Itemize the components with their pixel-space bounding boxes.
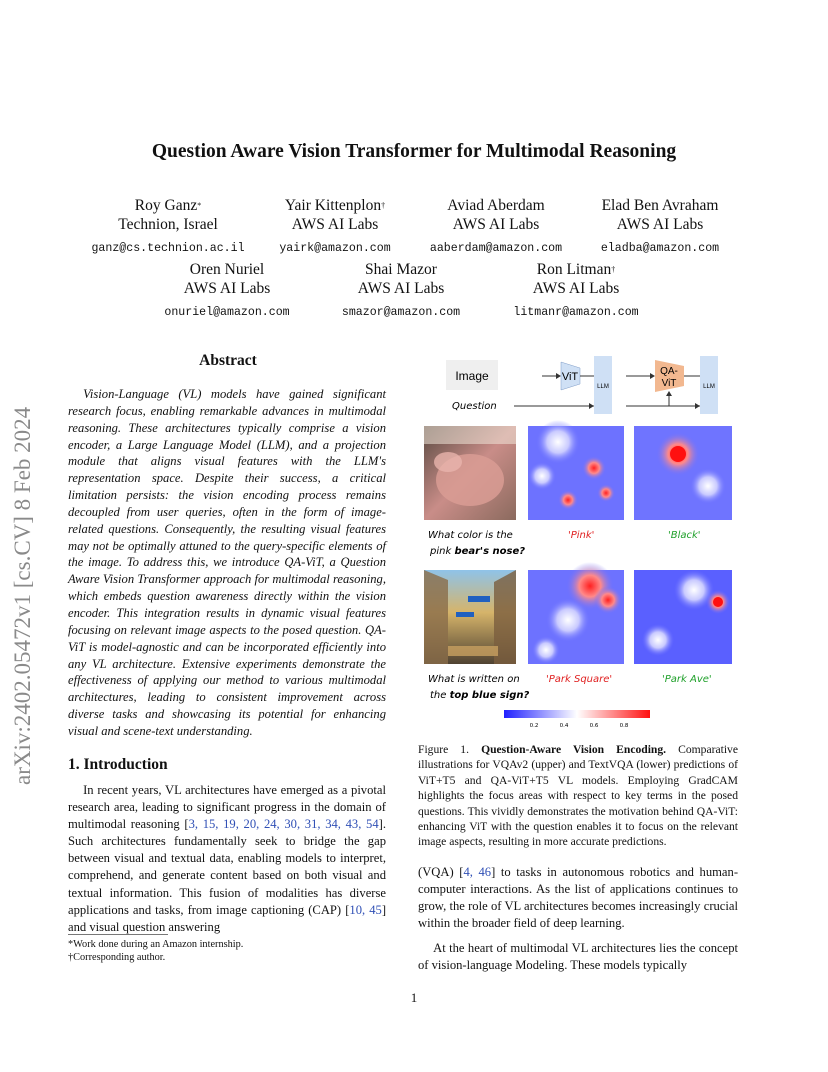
caption-title: Question-Aware Vision Encoding.	[481, 743, 667, 756]
colorbar-tick: 0.6	[589, 723, 599, 729]
intro-text-run: ] and visual question answering	[68, 902, 387, 934]
bear-photo	[424, 426, 516, 520]
answer-vit-2: 'Park Square'	[546, 674, 613, 685]
colorbar	[504, 710, 650, 718]
author-affiliation: Technion, Israel	[118, 216, 218, 233]
city-photo	[424, 570, 516, 664]
question-2-line-2: the top blue sign?	[430, 690, 530, 701]
question-1-line-1: What color is the	[428, 530, 513, 541]
abstract-body: Vision-Language (VL) models have gained significant research focus, enabling remarkable advances in multimodal reasoning. These architectures typically comprise a vision encoder, a Large Language Model (LLM), and a projection module that aligns visual features with the LLM's representation space. Despite their success, a critical limitation persists: the vision encoding process remains decoupled from user queries, often in the form of image-related questions. Consequently, the resulting visual features may not be optimally attuned to the query-specific elements of the image. To address this, we introduce QA-ViT, a Question Aware Vision Transformer approach for multimodal reasoning, which embeds question awareness directly within the vision encoder. This integration results in dynamic visual features focusing on relevant image aspects to the posed question. QA-ViT is model-agnostic and can be incorporated efficiently into any VL architecture. Extensive experiments demonstrate the effectiveness of applying our method to various multimodal architectures, leading to consistent improvement across diverse tasks and showcasing its potential for enhancing visual and scene-text understanding.	[68, 387, 386, 738]
heatmap-vit-bear	[528, 420, 624, 520]
author-affiliation: AWS AI Labs	[291, 216, 379, 233]
answer-qavit-1: 'Black'	[668, 530, 701, 541]
section-heading-introduction: 1. Introduction	[68, 756, 168, 773]
author-mark: †	[381, 201, 386, 210]
author-name: Yair Kittenplon	[284, 197, 382, 214]
author-affiliation: AWS AI Labs	[357, 280, 445, 297]
author-block	[466, 260, 686, 322]
question-1-line-2: pink bear's nose?	[430, 546, 526, 557]
vit-label: ViT	[561, 371, 579, 383]
caption-text: Comparative illustrations for VQAv2 (upper) and TextVQA (lower) predictions of ViT+T5 and QA-ViT+T5 VL models. Employing GradCAM highlights the focus areas with respect to key terms in the posed questions. This vividly demonstrates the motivation behind QA-ViT: enhancing ViT with the question enables it to focus on the relevant image aspects, resulting in more accurate predictions.	[418, 743, 738, 849]
figure-1	[418, 350, 740, 730]
figure-caption	[418, 742, 738, 850]
arrow-head	[556, 373, 561, 379]
qavit-label-line1: QA-	[660, 366, 678, 377]
answer-vit-1: 'Pink'	[568, 530, 595, 541]
llm-label: LLM	[703, 384, 715, 390]
author-name: Elad Ben Avraham	[601, 197, 719, 214]
arrow-head	[666, 391, 672, 396]
footnote-rule	[68, 934, 168, 935]
image-label: Image	[455, 369, 489, 383]
footnotes	[68, 938, 386, 964]
abstract-heading: Abstract	[199, 352, 257, 369]
arrow-head	[650, 373, 655, 379]
author-block	[550, 196, 770, 258]
page-number: 1	[410, 990, 418, 1005]
author-affiliation: AWS AI Labs	[183, 280, 271, 297]
author-name: Roy Ganz	[134, 197, 198, 214]
author-email[interactable]: onuriel@amazon.com	[164, 306, 290, 319]
heatmap-vit-city	[528, 562, 624, 664]
answer-qavit-2: 'Park Ave'	[662, 674, 712, 685]
author-name: Ron Litman	[536, 261, 612, 278]
paper-title: Question Aware Vision Transformer for Multimodal Reasoning	[151, 141, 677, 162]
author-email[interactable]: ganz@cs.technion.ac.il	[91, 242, 245, 255]
body-text-run: ] to tasks in autonomous robotics and human-computer interactions. As the list of applications continues to grow, the role of VL architectures becomes increasingly crucial within the broader field of deep learning.	[418, 865, 739, 931]
question-label: Question	[452, 401, 497, 412]
colorbar-tick: 0.4	[559, 723, 569, 729]
author-name: Oren Nuriel	[189, 261, 265, 278]
intro-text-run: ]. Such architectures fundamentally seek to bridge the gap between visual and textual data, enabling models to interpret, comprehend, and generate content based on both visual and textual information. This fusion of modalities has diverse applications and tasks, from image captioning (CAP) [	[68, 817, 386, 917]
footnote: *Work done during an Amazon internship.	[68, 939, 244, 950]
question-2-line-1: What is written on	[428, 674, 520, 685]
heatmap-qavit-city	[634, 570, 732, 664]
footnote: †Corresponding author.	[68, 952, 166, 963]
heatmap-qavit-bear	[634, 426, 732, 520]
qavit-label-line2: ViT	[661, 378, 677, 389]
architecture-diagram	[446, 356, 718, 414]
author-mark: *	[197, 201, 202, 210]
author-affiliation: AWS AI Labs	[616, 216, 704, 233]
arxiv-id: arXiv:2402.05472v1 [cs.CV] 8 Feb 2024	[10, 406, 35, 785]
caption-label: Figure 1.	[418, 743, 470, 756]
author-email[interactable]: smazor@amazon.com	[341, 306, 461, 319]
intro-text	[68, 782, 386, 936]
author-email[interactable]: eladba@amazon.com	[600, 242, 720, 255]
colorbar-tick: 0.2	[529, 723, 539, 729]
colorbar-tick: 0.8	[619, 723, 629, 729]
arrow-head	[695, 403, 700, 409]
citation-link[interactable]: 10, 45	[349, 902, 382, 917]
author-email[interactable]: yairk@amazon.com	[279, 242, 391, 255]
arrow-head	[589, 403, 594, 409]
author-email[interactable]: litmanr@amazon.com	[513, 306, 639, 319]
author-affiliation: AWS AI Labs	[452, 216, 540, 233]
author-mark: †	[611, 265, 616, 274]
author-name: Aviad Aberdam	[447, 197, 545, 214]
llm-label: LLM	[597, 384, 609, 390]
citation-link[interactable]: 3, 15, 19, 20, 24, 30, 31, 34, 43, 54	[188, 817, 379, 832]
body-paragraph: At the heart of multimodal VL architectures lies the concept of vision-language Modeling. These models typically	[418, 941, 738, 973]
intro-text-run: In recent years, VL architectures have emerged as a pivotal research area, leading to significant progress in the domain of multimodal reasoning [	[68, 783, 386, 832]
right-column-text	[418, 864, 738, 975]
author-email[interactable]: aaberdam@amazon.com	[429, 242, 563, 255]
citation-link[interactable]: 4, 46	[463, 865, 492, 879]
author-name: Shai Mazor	[365, 261, 437, 278]
author-affiliation: AWS AI Labs	[532, 280, 620, 297]
body-text-run: (VQA) [	[418, 865, 464, 879]
